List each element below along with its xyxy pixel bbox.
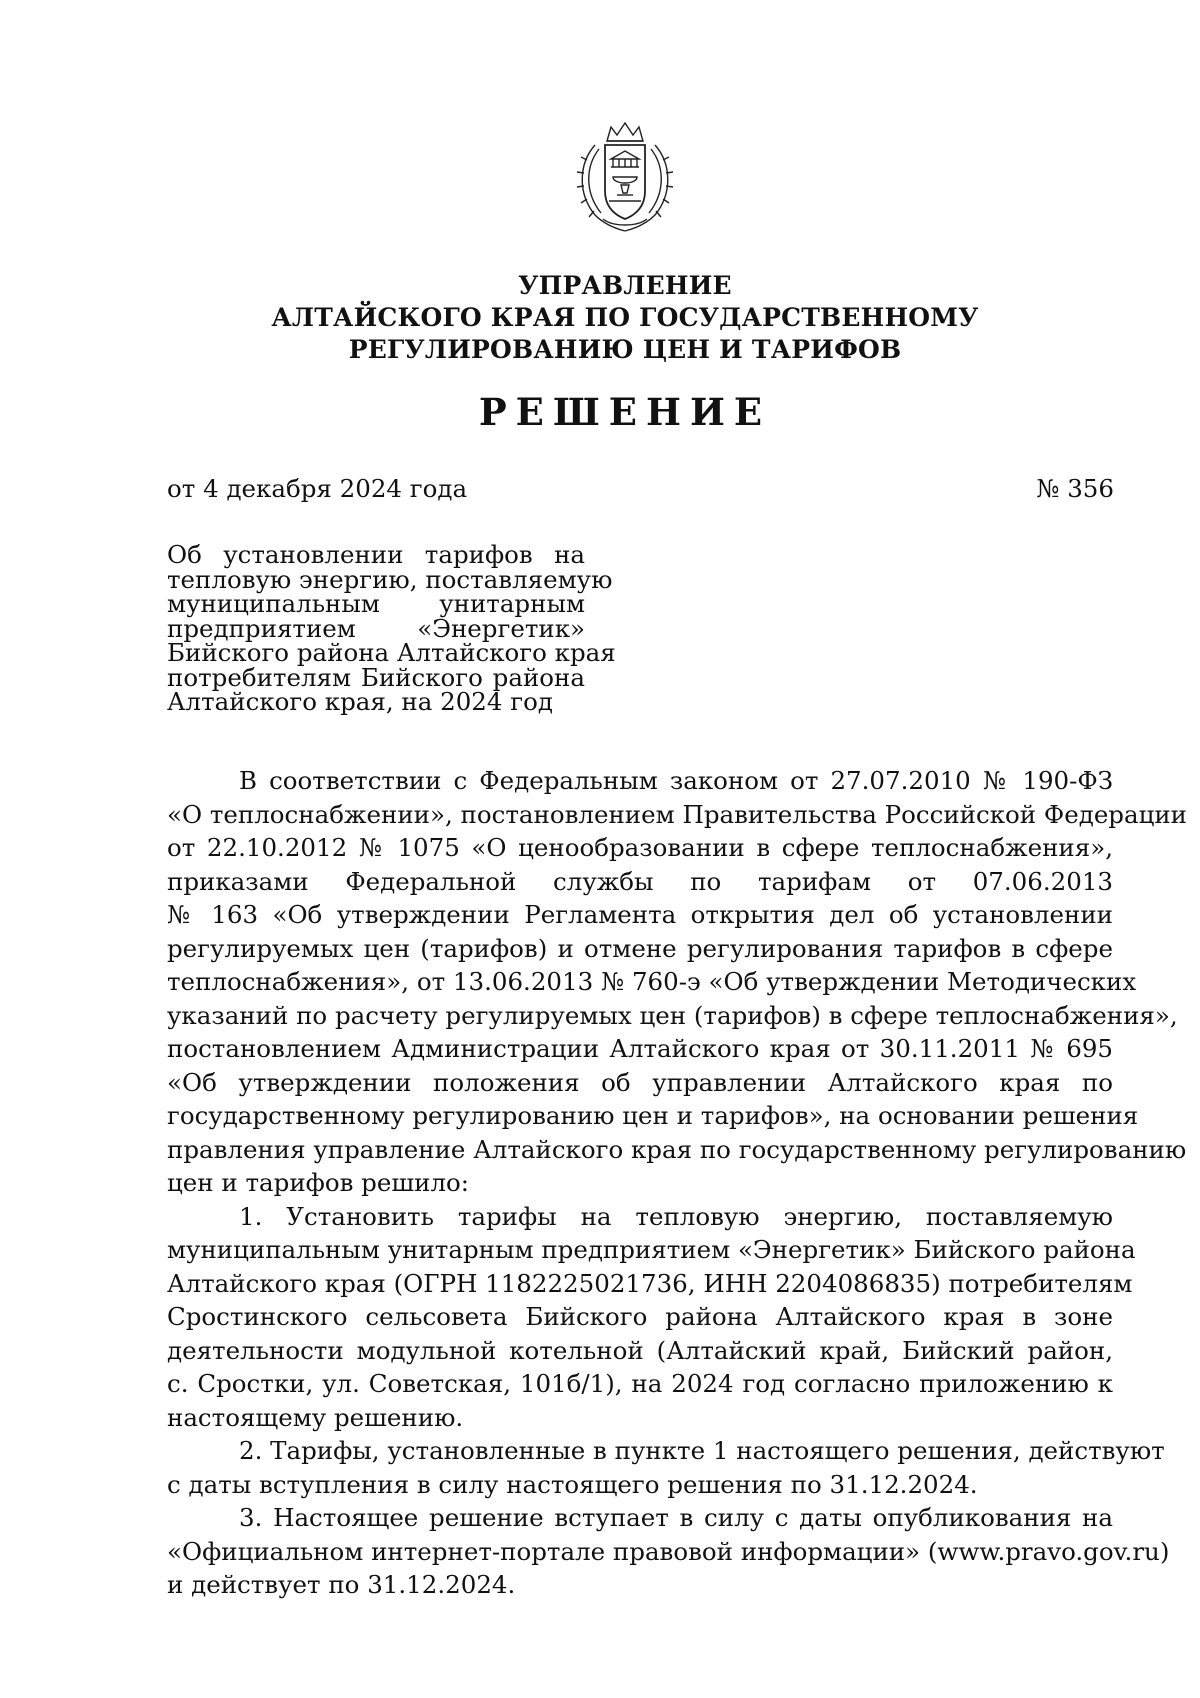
body-line: 1. Установить тарифы на тепловую энергию, поставляемую	[239, 1201, 1113, 1231]
body-line: с. Сростки, ул. Советская, 101б/1), на 2024 год согласно приложению к	[167, 1369, 1113, 1398]
body-line: «О теплоснабжении», постановлением Правительства Российской Федерации	[167, 799, 1188, 829]
agency-line: АЛТАЙСКОГО КРАЯ ПО ГОСУДАРСТВЕННОМУ	[271, 303, 979, 332]
body-line: № 163 «Об утверждении Регламента открытия дел об установлении	[167, 900, 1113, 929]
subject-line: потребителям Бийского района	[167, 662, 585, 692]
body-line: указаний по расчету регулируемых цен (тарифов) в сфере теплоснабжения»,	[167, 1000, 1178, 1030]
body-line: теплоснабжения», от 13.06.2013 № 760-э «Об утверждении Методических	[167, 967, 1137, 996]
document-type-title: РЕШЕНИЕ	[478, 390, 772, 434]
body-line: деятельности модульной котельной (Алтайский край, Бийский район,	[167, 1335, 1113, 1365]
body-line: «Официальном интернет-портале правовой информации» (www.pravo.gov.ru)	[167, 1536, 1170, 1566]
subject-line: Алтайского края, на 2024 год	[167, 687, 553, 716]
document-subject	[167, 540, 616, 716]
body-line: цен и тарифов решило:	[167, 1168, 470, 1197]
body-line: с даты вступления в силу настоящего решения по 31.12.2024.	[167, 1469, 978, 1499]
body-line: муниципальным унитарным предприятием «Энергетик» Бийского района	[167, 1235, 1136, 1264]
document-body	[167, 764, 1188, 1602]
body-line: В соответствии с Федеральным законом от 27.07.2010 № 190-ФЗ	[239, 766, 1113, 795]
subject-line: муниципальным унитарным	[167, 589, 585, 618]
body-line: 2. Тарифы, установленные в пункте 1 настоящего решения, действуют	[239, 1436, 1165, 1465]
document-date: от 4 декабря 2024 года	[167, 474, 468, 503]
body-line: 3. Настоящее решение вступает в силу с даты опубликования на	[239, 1503, 1113, 1532]
body-line: постановлением Администрации Алтайского края от 30.11.2011 № 695	[167, 1034, 1113, 1063]
agency-line: УПРАВЛЕНИЕ	[518, 271, 732, 300]
body-line: «Об утверждении положения об управлении Алтайского края по	[167, 1067, 1113, 1097]
body-line: государственному регулированию цен и тарифов», на основании решения	[167, 1101, 1139, 1130]
document-number: № 356	[1036, 474, 1114, 503]
body-line: Сростинского сельсовета Бийского района Алтайского края в зоне	[167, 1302, 1113, 1331]
body-line: и действует по 31.12.2024.	[167, 1570, 516, 1599]
subject-line: тепловую энергию, поставляемую	[167, 564, 613, 594]
body-line: от 22.10.2012 № 1075 «О ценообразовании в сфере теплоснабжения»,	[167, 833, 1113, 862]
body-line: Алтайского края (ОГРН 1182225021736, ИНН 2204086835) потребителям	[167, 1268, 1133, 1298]
agency-header	[0, 270, 1200, 366]
altai-krai-coat-of-arms-icon	[565, 115, 685, 235]
body-line: настоящему решению.	[167, 1402, 464, 1432]
agency-line: РЕГУЛИРОВАНИЮ ЦЕН И ТАРИФОВ	[348, 335, 902, 364]
subject-line: Бийского района Алтайского края	[167, 638, 616, 667]
subject-line: Об установлении тарифов на	[167, 540, 585, 569]
body-line: регулируемых цен (тарифов) и отмене регулирования тарифов в сфере	[167, 933, 1113, 963]
subject-line: предприятием «Энергетик»	[167, 613, 585, 643]
body-line: приказами Федеральной службы по тарифам от 07.06.2013	[167, 866, 1113, 896]
body-line: правления управление Алтайского края по государственному регулированию	[167, 1134, 1187, 1164]
